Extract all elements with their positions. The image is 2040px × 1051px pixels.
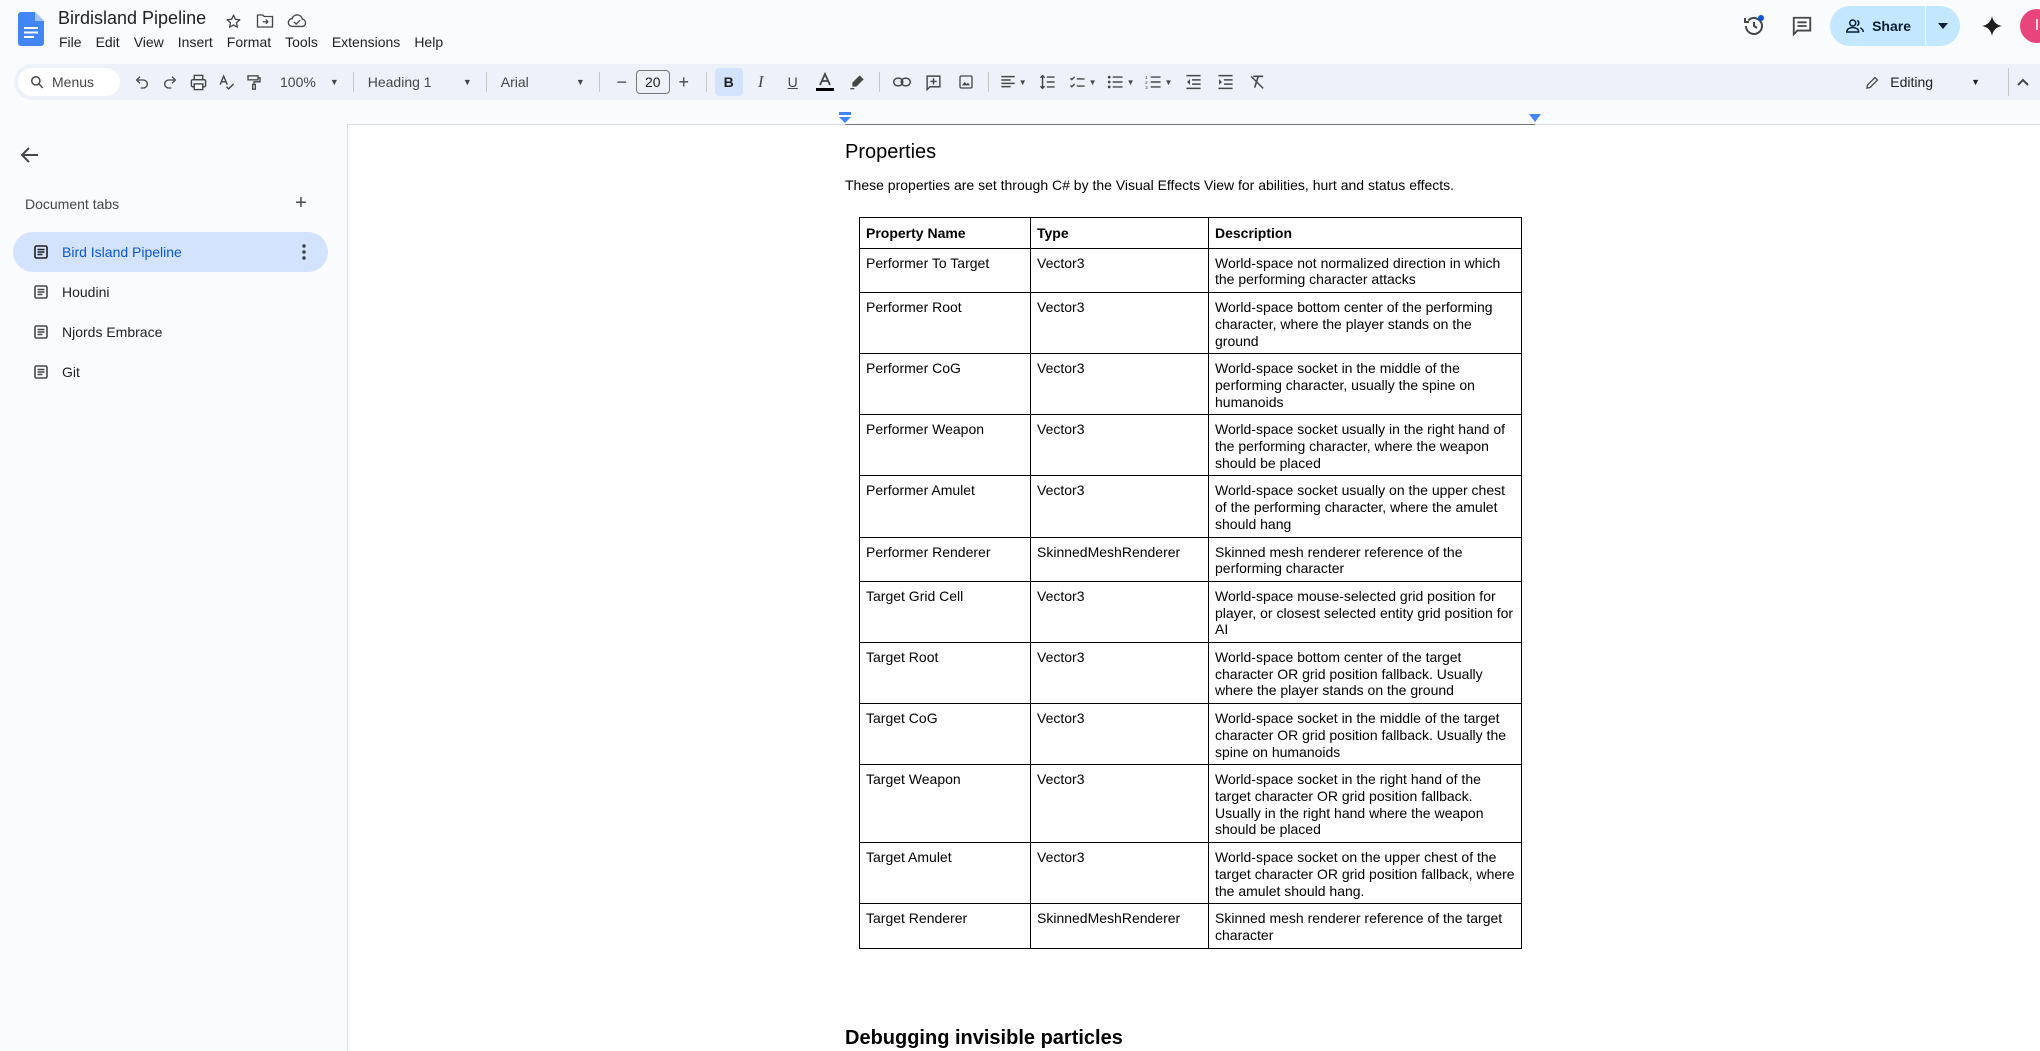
comment-icon	[1791, 15, 1813, 37]
table-row	[860, 643, 1522, 704]
sidebar-tab-bird-island-pipeline[interactable]	[13, 232, 328, 272]
menu-help[interactable]: Help	[414, 34, 444, 50]
table-row	[860, 704, 1522, 765]
right-indent-marker-icon[interactable]	[1529, 114, 1541, 124]
version-history-button[interactable]	[1734, 6, 1774, 46]
clear-formatting-button[interactable]	[1243, 68, 1271, 96]
style-value: Heading 1	[367, 74, 432, 90]
table-row	[860, 581, 1522, 642]
insert-link-button[interactable]	[888, 68, 916, 96]
checklist-icon	[1069, 75, 1086, 90]
document-canvas	[349, 125, 2040, 1051]
tab-label: Bird Island Pipeline	[62, 244, 182, 260]
table-row	[860, 415, 1522, 476]
sidebar-tab-git[interactable]	[13, 352, 328, 392]
document-outline-sidebar	[0, 124, 348, 1051]
tab-label: Git	[62, 364, 80, 380]
caret-down-icon: ▼	[575, 77, 585, 87]
cell-property-name[interactable]: Performer CoG	[860, 354, 1031, 415]
bold-button[interactable]	[715, 68, 743, 96]
menu-format[interactable]: Format	[226, 34, 272, 50]
underline-icon: U	[787, 74, 798, 90]
pencil-icon	[1865, 75, 1880, 90]
formatting-toolbar	[14, 64, 2040, 100]
italic-icon: I	[757, 72, 764, 91]
google-docs-logo-icon[interactable]	[18, 12, 44, 46]
add-comment-button[interactable]	[920, 68, 948, 96]
cell-description[interactable]: World-space socket on the upper chest of the target character OR grid position fallback, where the amulet should hang.	[1209, 843, 1522, 904]
gemini-button[interactable]	[1972, 6, 2012, 46]
cell-type[interactable]: Vector3	[1031, 643, 1209, 704]
sidebar-tab-houdini[interactable]	[13, 272, 328, 312]
print-icon	[190, 74, 207, 91]
align-dropdown[interactable]	[997, 68, 1030, 96]
text-color-button[interactable]	[811, 68, 839, 96]
cell-type[interactable]: Vector3	[1031, 248, 1209, 292]
line-spacing-button[interactable]	[1034, 68, 1062, 96]
cloud-saved-icon[interactable]	[286, 10, 308, 32]
image-icon	[958, 74, 974, 90]
sidebar-tab-njords-embrace[interactable]	[13, 312, 328, 352]
toolbar-divider	[599, 72, 600, 92]
add-tab-button[interactable]	[290, 192, 312, 214]
cell-description[interactable]: World-space socket in the right hand of the target character OR grid position fallback. Usually in the right hand where the weapon should be placed	[1209, 765, 1522, 843]
search-icon	[30, 75, 44, 89]
toolbar-divider	[988, 72, 989, 92]
numbered-list-dropdown[interactable]	[1142, 68, 1176, 96]
numbered-list-icon	[1145, 74, 1162, 90]
paragraph-style-select[interactable]	[362, 74, 478, 90]
people-icon	[1846, 18, 1864, 34]
caret-down-icon: ▼	[1126, 77, 1135, 87]
document-title[interactable]: Birdisland Pipeline	[58, 8, 207, 28]
cell-description[interactable]: World-space socket usually on the upper chest of the performing character, where the amulet should hang	[1209, 476, 1522, 537]
checklist-dropdown[interactable]	[1066, 68, 1100, 96]
menu-tools[interactable]: Tools	[285, 34, 318, 50]
tab-list	[13, 232, 328, 392]
tab-label: Njords Embrace	[62, 324, 163, 340]
cell-property-name[interactable]: Target CoG	[860, 704, 1031, 765]
menu-insert[interactable]: Insert	[177, 34, 213, 50]
cell-type[interactable]: Vector3	[1031, 293, 1209, 354]
menu-view[interactable]: View	[133, 34, 164, 50]
document-icon	[33, 364, 49, 380]
caret-down-icon: ▼	[1164, 77, 1173, 87]
cell-property-name[interactable]: Target Grid Cell	[860, 581, 1031, 642]
underline-button[interactable]	[779, 68, 807, 96]
cell-type[interactable]: SkinnedMeshRenderer	[1031, 537, 1209, 581]
increase-indent-button[interactable]	[1211, 68, 1239, 96]
intro-paragraph[interactable]: These properties are set through C# by the Visual Effects View for abilities, hurt and status effects.	[845, 177, 1455, 193]
link-icon	[893, 76, 911, 88]
add-comment-icon	[925, 74, 942, 91]
plus-icon: +	[295, 191, 307, 214]
toolbar-divider	[706, 72, 707, 92]
caret-down-icon: ▼	[1018, 77, 1027, 87]
highlight-color-button[interactable]	[843, 68, 871, 96]
document-tabs-heading: Document tabs	[25, 196, 120, 212]
cell-description[interactable]: World-space not normalized direction in which the performing character attacks	[1209, 248, 1522, 292]
caret-down-icon: ▼	[1971, 77, 1980, 87]
cell-description[interactable]: Skinned mesh renderer reference of the performing character	[1209, 537, 1522, 581]
chevron-up-icon	[2017, 78, 2029, 86]
spellcheck-icon	[218, 74, 235, 91]
cell-property-name[interactable]: Target Amulet	[860, 843, 1031, 904]
table-row	[860, 843, 1522, 904]
redo-icon	[162, 74, 178, 90]
cell-description[interactable]: World-space socket in the middle of the target character OR grid position fallback. Usually the spine on humanoids	[1209, 704, 1522, 765]
share-options-dropdown[interactable]	[1926, 6, 1960, 46]
table-row	[860, 765, 1522, 843]
cell-description[interactable]: World-space bottom center of the performing character, where the player stands on the ground	[1209, 293, 1522, 354]
clear-formatting-icon	[1249, 74, 1266, 90]
increase-font-size-button[interactable]: +	[678, 71, 689, 92]
cell-type[interactable]: Vector3	[1031, 476, 1209, 537]
decrease-indent-icon	[1185, 74, 1202, 90]
account-avatar[interactable]: I	[2020, 9, 2040, 43]
header-description[interactable]: Description	[1209, 218, 1522, 249]
cell-type[interactable]: Vector3	[1031, 765, 1209, 843]
header-property-name[interactable]: Property Name	[860, 218, 1031, 249]
heading-debugging-invisible-particles[interactable]: Debugging invisible particles	[845, 1027, 1123, 1049]
close-sidebar-button[interactable]	[16, 141, 44, 169]
sparkle-icon	[1981, 15, 2003, 37]
heading-properties[interactable]: Properties	[845, 141, 937, 163]
cell-property-name[interactable]: Target Renderer	[860, 904, 1031, 948]
decrease-font-size-button[interactable]: −	[616, 71, 627, 92]
svg-text:3: 3	[1144, 86, 1148, 90]
more-vert-icon	[302, 244, 306, 260]
cell-property-name[interactable]: Performer Weapon	[860, 415, 1031, 476]
font-value: Arial	[500, 74, 529, 90]
cell-property-name[interactable]: Performer Renderer	[860, 537, 1031, 581]
text-color-icon	[816, 72, 834, 92]
cell-property-name[interactable]: Performer To Target	[860, 248, 1031, 292]
comments-button[interactable]	[1782, 6, 1822, 46]
history-icon	[1742, 14, 1766, 38]
cell-description[interactable]: World-space bottom center of the target character OR grid position fallback. Usually where the player stands on the ground	[1209, 643, 1522, 704]
menu-extensions[interactable]: Extensions	[331, 34, 401, 50]
align-left-icon	[1000, 75, 1016, 89]
decrease-indent-button[interactable]	[1179, 68, 1207, 96]
editing-mode-dropdown[interactable]	[1865, 68, 1980, 96]
table-row	[860, 904, 1522, 948]
document-icon	[33, 324, 49, 340]
cell-property-name[interactable]: Performer Root	[860, 293, 1031, 354]
toolbar-divider	[486, 72, 487, 92]
left-indent-marker-icon[interactable]	[839, 112, 851, 124]
toolbar-divider	[353, 72, 354, 92]
bulleted-list-icon	[1107, 75, 1124, 89]
font-size-input[interactable]: 20	[636, 70, 670, 94]
search-menus-button[interactable]	[18, 68, 120, 96]
paint-format-button[interactable]	[240, 68, 268, 96]
cell-description[interactable]: World-space socket usually in the right hand of the performing character, where the weapon should be placed	[1209, 415, 1522, 476]
menu-bar	[52, 32, 450, 52]
tab-options-button[interactable]	[294, 242, 314, 262]
editing-mode-label: Editing	[1890, 74, 1934, 90]
menus-label: Menus	[52, 74, 95, 90]
cell-type[interactable]: Vector3	[1031, 704, 1209, 765]
menu-edit[interactable]: Edit	[95, 34, 120, 50]
highlighter-icon	[849, 74, 865, 90]
caret-down-icon	[1938, 23, 1948, 29]
hide-menus-button[interactable]	[2008, 68, 2036, 96]
table-row	[860, 293, 1522, 354]
cell-type[interactable]: Vector3	[1031, 843, 1209, 904]
cell-description[interactable]: World-space mouse-selected grid position for player, or closest selected entity grid position for AI	[1209, 581, 1522, 642]
menu-file[interactable]: File	[59, 34, 82, 50]
undo-button[interactable]	[128, 68, 156, 96]
insert-image-button[interactable]	[952, 68, 980, 96]
svg-text:2: 2	[1144, 81, 1148, 87]
move-to-folder-icon[interactable]	[254, 10, 276, 32]
properties-table[interactable]	[859, 217, 1522, 949]
cell-type[interactable]: SkinnedMeshRenderer	[1031, 904, 1209, 948]
share-label: Share	[1872, 18, 1911, 34]
paint-roller-icon	[246, 74, 262, 91]
caret-down-icon: ▼	[1088, 77, 1097, 87]
table-row	[860, 354, 1522, 415]
zoom-value: 100%	[280, 74, 316, 90]
bold-icon: B	[723, 74, 734, 90]
cell-property-name[interactable]: Target Weapon	[860, 765, 1031, 843]
table-row	[860, 537, 1522, 581]
table-row	[860, 476, 1522, 537]
spelling-check-button[interactable]	[212, 68, 240, 96]
font-select[interactable]	[495, 74, 591, 90]
cell-type[interactable]: Vector3	[1031, 581, 1209, 642]
star-icon[interactable]	[222, 10, 244, 32]
increase-indent-icon	[1217, 74, 1234, 90]
bulleted-list-dropdown[interactable]	[1104, 68, 1138, 96]
caret-down-icon: ▼	[462, 77, 472, 87]
cell-description[interactable]: World-space socket in the middle of the performing character, usually the spine on humanoids	[1209, 354, 1522, 415]
table-row	[860, 248, 1522, 292]
undo-icon	[134, 74, 150, 90]
tab-label: Houdini	[62, 284, 110, 300]
document-icon	[33, 244, 49, 260]
cell-type[interactable]: Vector3	[1031, 354, 1209, 415]
line-spacing-icon	[1039, 74, 1056, 90]
zoom-select[interactable]	[274, 74, 345, 90]
arrow-left-icon	[21, 147, 39, 163]
table-header-row	[860, 218, 1522, 249]
caret-down-icon: ▼	[329, 77, 339, 87]
header-type[interactable]: Type	[1031, 218, 1209, 249]
svg-text:1: 1	[1144, 76, 1148, 82]
share-button[interactable]	[1830, 6, 1926, 46]
toolbar-divider	[879, 72, 880, 92]
document-icon	[33, 284, 49, 300]
title-bar	[0, 0, 2040, 60]
redo-button[interactable]	[156, 68, 184, 96]
print-button[interactable]	[184, 68, 212, 96]
document-page[interactable]	[349, 125, 2040, 1051]
cell-description[interactable]: Skinned mesh renderer reference of the target character	[1209, 904, 1522, 948]
cell-type[interactable]: Vector3	[1031, 415, 1209, 476]
cell-property-name[interactable]: Target Root	[860, 643, 1031, 704]
cell-property-name[interactable]: Performer Amulet	[860, 476, 1031, 537]
italic-button[interactable]	[747, 68, 775, 96]
